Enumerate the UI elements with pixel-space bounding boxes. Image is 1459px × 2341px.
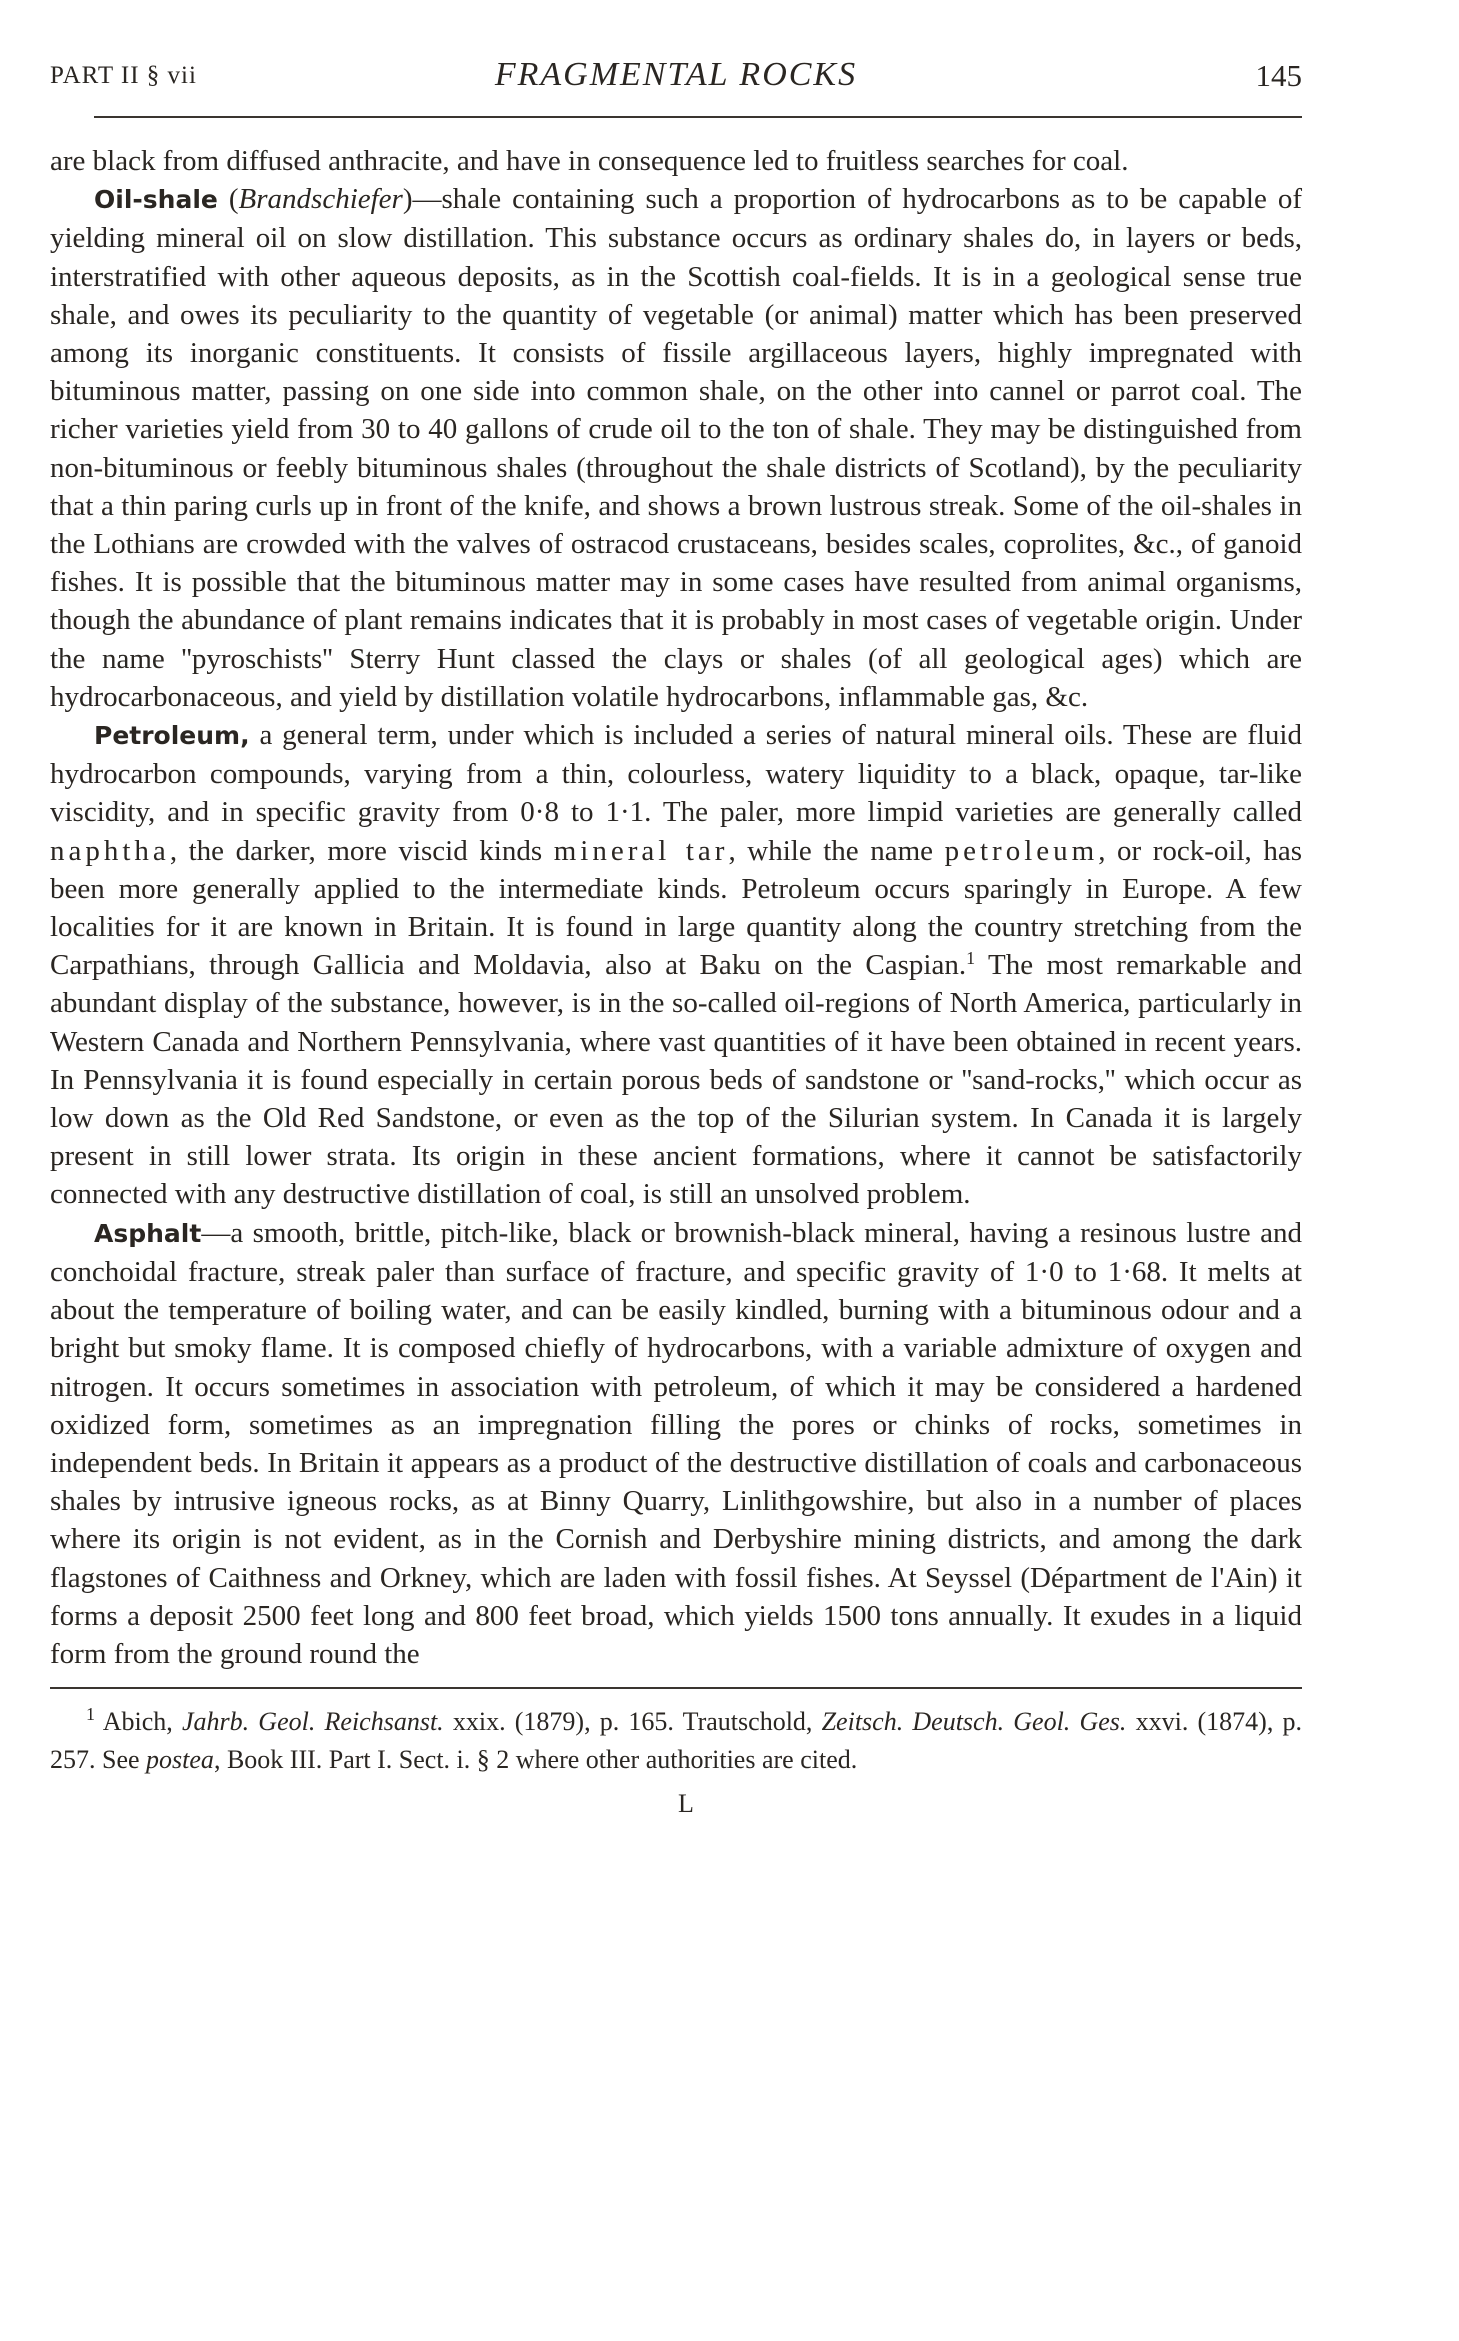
paragraph-asphalt: Asphalt—a smooth, brittle, pitch-like, black or brownish-black mineral, having a resinous lustre and conchoidal fracture, streak paler than surface of fracture, and specific gravity of 1·0 to 1·68. It melts at about the temperature of boiling water, and can be easily kindled, burning with a bituminous odour and a bright but smoky flame. It is composed chiefly of hydrocarbons, with a variable admixture of oxygen and nitrogen. It occurs sometimes in association with petroleum, of which it may be considered a hardened oxidized form, sometimes as an impregnation filling the pores or chinks of rocks, sometimes in independent beds. In Britain it appears as a product of the destructive distillation of coals and carbonaceous shales by intrusive igneous rocks, as at Binny Quarry, Linlithgowshire, but also in a number of places where its origin is not evident, as in the Cornish and Derbyshire mining districts, and among the dark flagstones of Caithness and Orkney, which are laden with fossil fishes. At Seyssel (Départment de l'Ain) it forms a deposit 2500 feet long and 800 feet broad, which yields 1500 tons annually. It exudes in a liquid form from the ground round the: [50, 1216, 1302, 1670]
page-number: 145: [1255, 58, 1302, 93]
german-term: Brandschiefer: [238, 183, 403, 216]
term-oil-shale: Oil-shale: [94, 185, 218, 215]
term-petroleum-spaced: petroleum: [944, 834, 1099, 867]
page-title: FRAGMENTAL ROCKS: [494, 56, 858, 93]
footnote-mark: 1: [86, 1704, 95, 1725]
term-mineral-tar: mineral tar: [553, 834, 729, 867]
body-text: [50, 142, 1302, 1673]
footnote: $^1$ Abich, Jahrb. Geol. Reichsanst. xxix. (1879), p. 165. Trautschold, Zeitsch. Deutsch. Geol. Ges. xxvi. (1874), p. 257. See postea, Book III. Part I. Sect. i. § 2 where other authorities are cited.: [50, 1704, 1303, 1775]
term-petroleum: Petroleum,: [94, 721, 250, 751]
paragraph-petroleum: Petroleum, a general term, under which is included a series of natural mineral oils. These are fluid hydrocarbon compounds, varying from a thin, colourless, watery liquidity to a black, opaque, tar-like viscidity, and in specific gravity from 0·8 to 1·1. The paler, more limpid varieties are generally called naphtha, the darker, more viscid kinds mineral tar, while the name petroleum, or rock-oil, has been more generally applied to the intermediate kinds. Petroleum occurs sparingly in Europe. A few localities for it are known in Britain. It is found in large quantity along the country stretching from the Carpathians, through Gallicia and Moldavia, also at Baku on the Caspian.$^1$ The most remarkable and abundant display of the substance, however, is in the so-called oil-regions of North America, particularly in Western Canada and Northern Pennsylvania, where vast quantities of it have been obtained in recent years. In Pennsylvania it is found especially in certain porous beds of sandstone or ''sand-rocks,'' which occur as low down as the Old Red Sandstone, or even as the top of the Silurian system. In Canada it is largely present in still lower strata. Its origin in these ancient formations, where it cannot be satisfactorily connected with any destructive distillation of coal, is still an unsolved problem.: [50, 719, 1303, 1211]
page: [50, 52, 1302, 1819]
part-section-label: PART II § vii: [50, 62, 197, 89]
footnote-rule: [50, 1687, 1302, 1689]
footnote-reference: 1: [966, 948, 976, 969]
term-asphalt: Asphalt: [94, 1218, 202, 1248]
paragraph-oil-shale: Oil-shale (Brandschiefer)—shale containing such a proportion of hydrocarbons as to be capable of yielding mineral oil on slow distillation. This substance occurs as ordinary shales do, in layers or beds, interstratified with other aqueous deposits, as in the Scottish coal-fields. It is in a geological sense true shale, and owes its peculiarity to the quantity of vegetable (or animal) matter which has been preserved among its inorganic constituents. It consists of fissile argillaceous layers, highly impregnated with bituminous matter, passing on one side into common shale, on the other into cannel or parrot coal. The richer varieties yield from 30 to 40 gallons of crude oil to the ton of shale. They may be distinguished from non-bituminous or feebly bituminous shales (throughout the shale districts of Scotland), by the peculiarity that a thin paring curls up in front of the knife, and shows a brown lustrous streak. Some of the oil-shales in the Lothians are crowded with the valves of ostracod crustaceans, besides scales, coprolites, &c., of ganoid fishes. It is possible that the bituminous matter may in some cases have resulted from animal organisms, though the abundance of plant remains indicates that it is probably in most cases of vegetable origin. Under the name ''pyroschists'' Sterry Hunt classed the clays or shales (of all geological ages) which are hydrocarbonaceous, and yield by distillation volatile hydrocarbons, inflammable gas, &c.: [50, 183, 1302, 713]
header-rule: [94, 116, 1302, 118]
paragraph-continuation: are black from diffused anthracite, and have in consequence led to fruitless searches for coal.: [50, 145, 1129, 177]
signature-mark: L: [678, 1789, 694, 1819]
running-head: [50, 52, 1302, 102]
term-naphtha: naphtha: [50, 834, 170, 867]
